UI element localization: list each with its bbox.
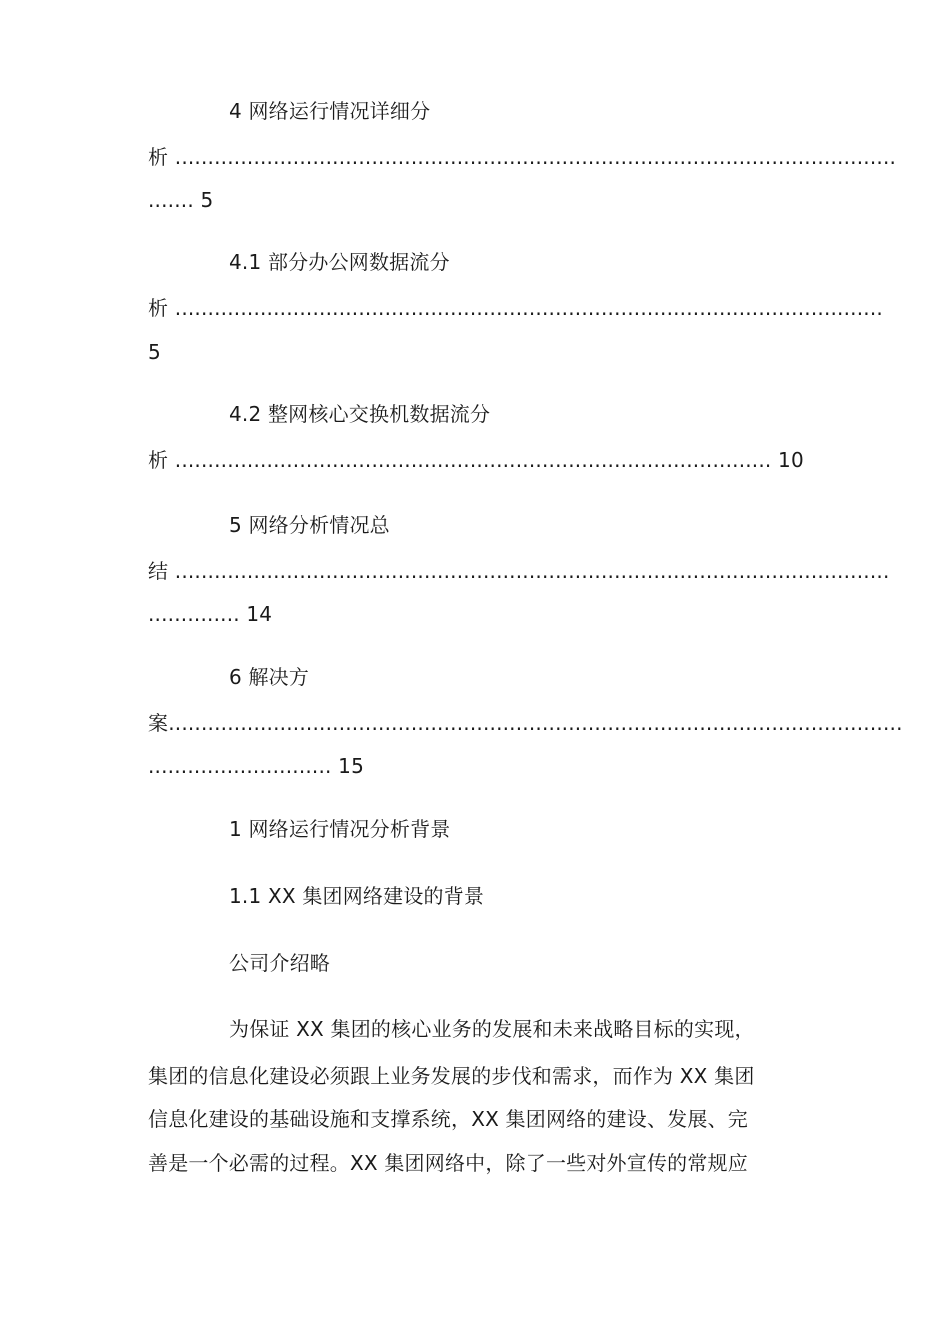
toc-entry-heading: 4.1 部分办公网数据流分 [229,250,450,274]
toc-entry-leader: 析 ............................................................................................................ [148,296,883,320]
paragraph-line: 为保证 XX 集团的核心业务的发展和未来战略目标的实现， [229,1017,755,1041]
toc-entry-page: .............. 14 [148,602,273,626]
topic-line: 公司介绍略 [229,951,330,975]
paragraph-line: 集团的信息化建设必须跟上业务发展的步伐和需求，而作为 XX 集团 [148,1064,755,1088]
toc-entry-leader: 结 ............................................................................................................. [148,559,890,583]
toc-entry-leader: 析 .............................................................................................................. [148,145,897,169]
toc-entry-heading: 4.2 整网核心交换机数据流分 [229,402,491,426]
paragraph-line: 善是一个必需的过程。XX 集团网络中，除了一些对外宣传的常规应 [148,1151,748,1175]
toc-entry-leader: 案................................................................................................................ [148,711,903,735]
toc-entry-heading: 6 解决方 [229,665,310,689]
subsection-heading: 1.1 XX 集团网络建设的背景 [229,884,485,908]
toc-entry-heading: 5 网络分析情况总 [229,513,390,537]
toc-entry-leader: 析 ........................................................................................... 10 [148,448,804,472]
toc-entry-page: ............................ 15 [148,754,365,778]
toc-entry-heading: 4 网络运行情况详细分 [229,99,431,123]
toc-entry-page: ....... 5 [148,188,214,212]
paragraph-line: 信息化建设的基础设施和支撑系统，XX 集团网络的建设、发展、完 [148,1107,748,1131]
toc-entry-page: 5 [148,340,161,364]
section-heading: 1 网络运行情况分析背景 [229,817,451,841]
